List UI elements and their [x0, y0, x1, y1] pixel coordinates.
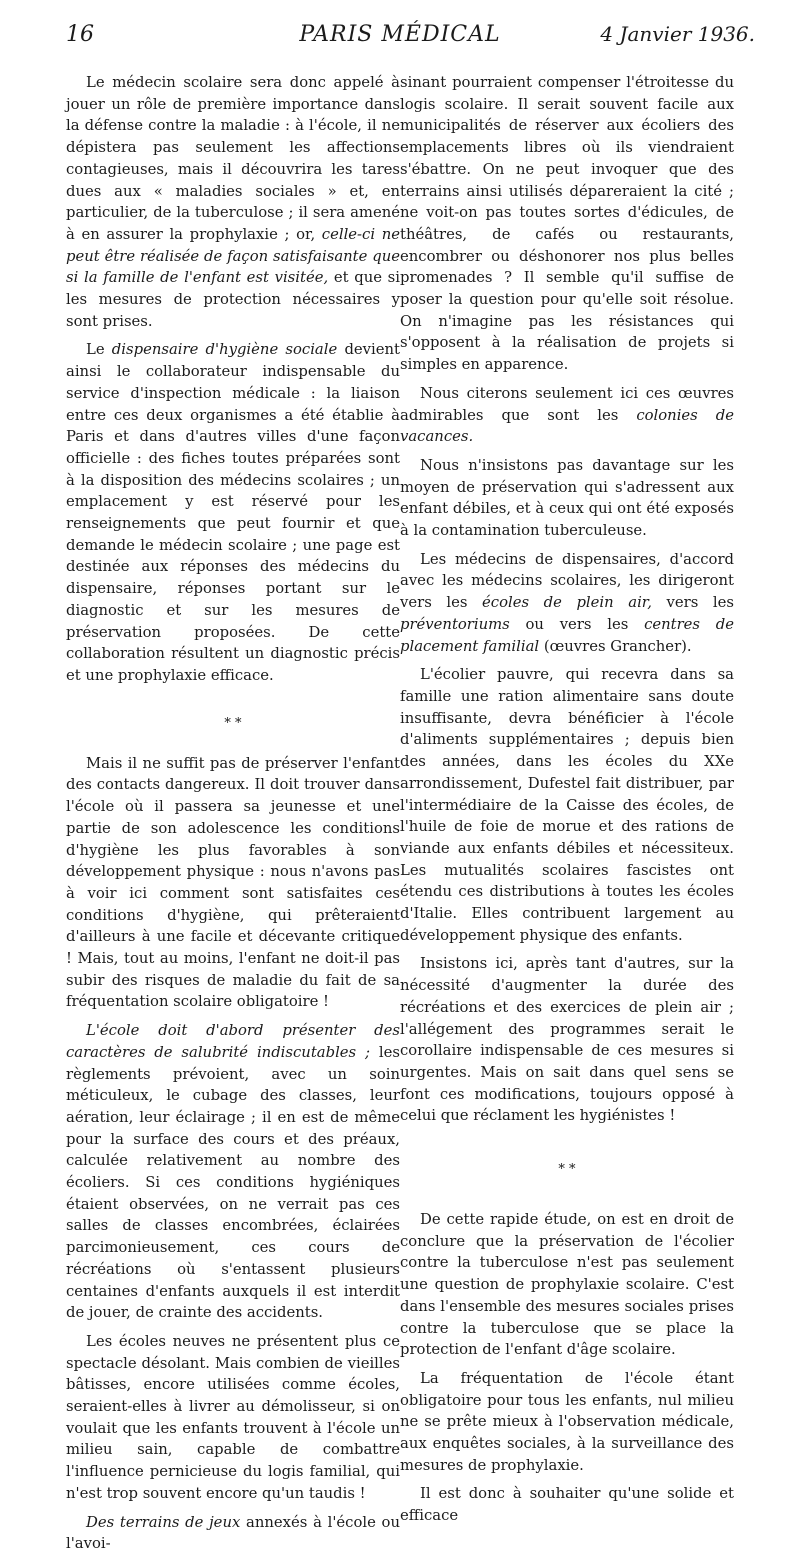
italic-run: L'école doit d'abord présenter des caractères de salubrité indiscutables ;	[66, 1022, 400, 1061]
text-run: (œuvres Grancher).	[539, 637, 692, 655]
left-column	[66, 72, 400, 1555]
paragraph	[400, 1483, 734, 1526]
page-number: 16	[66, 22, 94, 47]
text-run: Nous citerons seulement ici ces œuvres admirables que sont les	[400, 384, 734, 424]
paragraph	[400, 549, 734, 658]
text-run: et que si les mesures de protection nécessaires y sont prises.	[66, 269, 400, 330]
text-run: Le médecin scolaire sera donc appelé à jouer un rôle de première importance dans la défense contre la maladie : à l'école, il ne dépistera pas seulement les affections contagieuses, mais il découvrira les tares dues aux « maladies sociales » et, en particulier, de la tuberculose ; il sera amené à en assurer la prophylaxie ; or,	[66, 74, 400, 243]
text-run: devient ainsi le collaborateur indispensable du service d'inspection médicale : la liaison entre ces deux organismes a été établie à Paris et dans d'autres villes d'une façon officielle : des fiches toutes préparées sont à la disposition des médecins scolaires ; un emplacement y est réservé pour les renseignements que peut fournir et que demande le médecin scolaire ; une page est destinée aux réponses des médecins du dispensaire, réponses portant sur le diagnostic et sur les mesures de préservation proposées. De cette collaboration résultent un diagnostic précis et une prophylaxie efficace.	[66, 341, 401, 684]
italic-run: dispensaire d'hygiène sociale	[111, 341, 338, 359]
paragraph	[400, 953, 734, 1127]
paragraph	[66, 1020, 400, 1324]
section-separator: * *	[224, 715, 242, 731]
text-run: les règlements prévoient, avec un soin méticuleux, le cubage des classes, leur aération, leur éclairage ; il en est de même pour la surface des cours et des préaux, calculée relativement au nombre des écoliers. Si ces conditions hygiéniques étaient observées, on ne verrait pas ces salles de classes encombrées, éclairées parcimonieusement, ces cours de récréations où s'entassent plusieurs centaines d'enfants auxquels il est interdit de jouer, de crainte des accidents.	[66, 1043, 400, 1322]
text-run: Insistons ici, après tant d'autres, sur la nécessité d'augmenter la durée des récréations et des exercices de plein air ; l'allégement des programmes serait le corollaire indispensable de ces mesures si urgentes. Mais on sait dans quel sens se font ces modifications, toujours opposé à celui que réclament les hygiénistes !	[400, 955, 734, 1125]
text-run: Mais il ne suffit pas de préserver l'enfant des contacts dangereux. Il doit trouver dans l'école où il passera sa jeunesse et une partie de son adolescence les conditions d'hygiène les plus favorables à son développement physique : nous n'avons pas à voir ici comment sont satisfaites ces conditions d'hygiène, qui prêteraient d'ailleurs à une facile et décevante critique ! Mais, tout au moins, l'enfant ne doit-il pas subir des risques de maladie du fait de sa fréquentation scolaire obligatoire !	[66, 754, 400, 1011]
right-column	[400, 72, 734, 1527]
italic-run: colonies de vacances.	[400, 406, 735, 446]
paragraph	[400, 455, 734, 542]
text-run: L'écolier pauvre, qui recevra dans sa famille une ration alimentaire sans doute insuffisante, devra bénéficier à l'école d'aliments supplémentaires ; depuis bien des années, dans les écoles du XXe arrondissement, Dufestel fait distribuer, par l'intermédiaire de la Caisse des écoles, de l'huile de foie de morue et des rations de viande aux enfants débiles et nécessiteux. Les mutualités scolaires fascistes ont étendu ces distributions à toutes les écoles d'Italie. Elles contribuent largement au développement physique des enfants.	[400, 666, 734, 944]
paragraph	[400, 664, 734, 946]
text-run: De cette rapide étude, on est en droit de conclure que la préservation de l'écolier contre la tuberculose n'est pas seulement une question de prophylaxie scolaire. C'est dans l'ensemble des mesures sociales prises contre la tuberculose que se place la protection de l'enfant d'âge scolaire.	[400, 1211, 734, 1359]
paragraph	[66, 72, 400, 332]
paragraph	[66, 339, 400, 686]
text-run: Les écoles neuves ne présentent plus ce spectacle désolant. Mais combien de vieilles bâtisses, encore utilisées comme écoles, seraient-elles à livrer au démolisseur, si on voulait que les enfants trouvent à l'école un milieu sain, capable de combattre l'influence pernicieuse du logis familial, qui n'est trop souvent encore qu'un taudis !	[66, 1332, 400, 1502]
text-run: Il est donc à souhaiter qu'une solide et efficace	[400, 1485, 734, 1525]
text-run: sinant pourraient compenser l'étroitesse du logis scolaire. Il serait souvent facile aux municipalités de réserver aux écoliers des emplacements libres où ils viendraient s'ébattre. On ne peut invoquer que des terrains ainsi utilisés dépareraient la cité ; ne voit-on pas toutes sortes d'édicules, de théâtres, de cafés ou restaurants, encombrer ou déshonorer nos plus belles promenades ? Il semble qu'il suffise de poser la question pour qu'elle soit résolue. On n'imagine pas les résistances qui s'opposent à la réalisation de projets si simples en apparence.	[400, 74, 734, 374]
text-run: ou vers les	[509, 615, 645, 633]
paragraph	[400, 1209, 734, 1361]
paragraph	[66, 1512, 400, 1555]
italic-run: centres de placement familial	[400, 615, 734, 655]
text-run: Les médecins de dispensaires, d'accord avec les médecins scolaires, les dirigeront vers les	[400, 550, 734, 612]
text-run: annexés à l'école ou l'avoi-	[66, 1513, 400, 1553]
issue-date: 4 Janvier 1936.	[600, 22, 755, 46]
italic-run: préventoriums	[400, 615, 510, 633]
text-run: Le	[86, 341, 112, 359]
page-header	[0, 22, 800, 62]
paragraph	[400, 72, 734, 376]
text-run: Nous n'insistons pas davantage sur les moyen de préservation qui s'adressent aux enfant débiles, et à ceux qui ont été exposés à la contamination tuberculeuse.	[400, 456, 734, 540]
italic-run: Des terrains de jeux	[86, 1513, 241, 1531]
paragraph	[400, 1368, 734, 1477]
section-separator: * *	[558, 1162, 576, 1178]
journal-title: PARIS MÉDICAL	[299, 22, 501, 47]
italic-run: celle-ci ne peut être réalisée de façon satisfaisante que si la famille de l'enfant est visitée,	[66, 225, 401, 287]
text-run: vers les	[651, 594, 734, 612]
italic-run: écoles de plein air,	[482, 594, 652, 612]
text-run: La fréquentation de l'école étant obligatoire pour tous les enfants, nul milieu ne se prête mieux à l'observation médicale, aux enquêtes sociales, à la surveillance des mesures de prophylaxie.	[400, 1369, 734, 1474]
paragraph	[66, 1331, 400, 1505]
paragraph	[66, 753, 400, 1013]
paragraph	[400, 383, 734, 448]
